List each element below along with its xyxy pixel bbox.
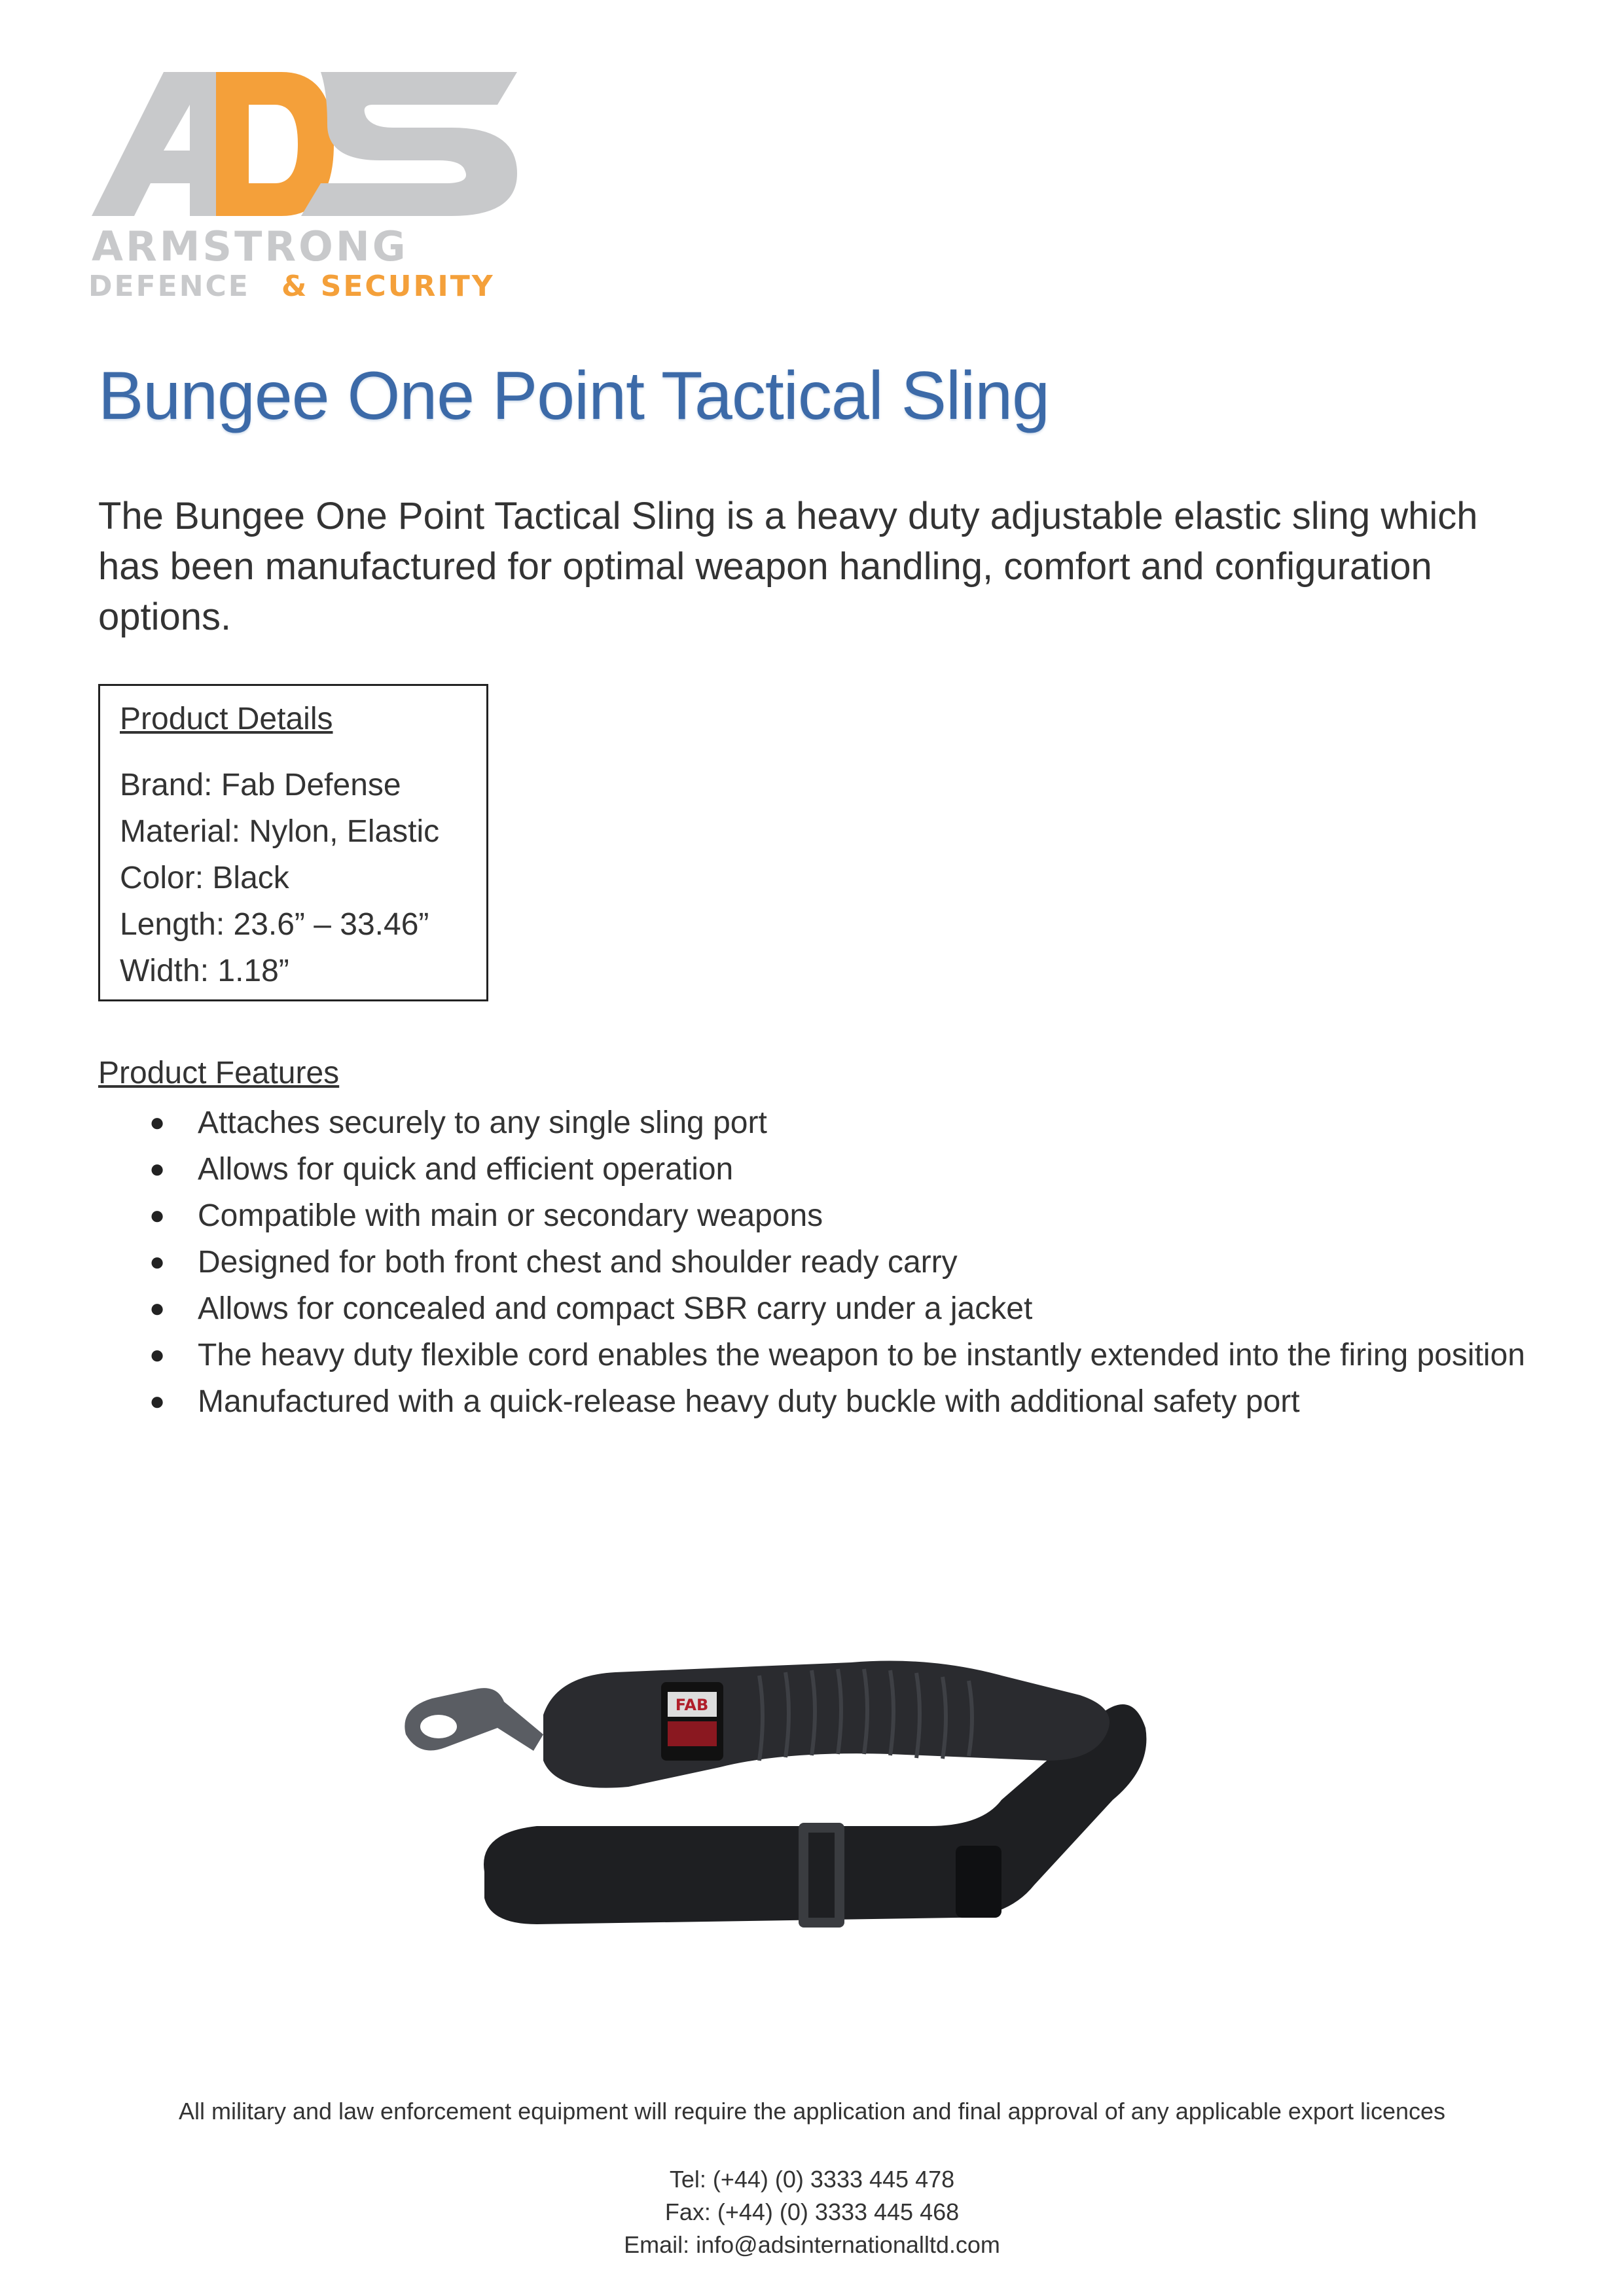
product-image-sling [393,1636,1244,1977]
contact-info [0,2163,1624,2261]
email-line[interactable]: Email: info@adsinternationalltd.com [624,2231,1000,2258]
product-features-heading: Product Features [98,1056,340,1090]
logo-line2b: & SECURITY [281,270,495,303]
spec-value: Nylon, Elastic [249,814,440,849]
spec-key: Length: [120,907,225,942]
spec-value: 23.6” – 33.46” [233,907,429,942]
bullet-icon: ● [149,1294,166,1323]
logo-line1: ARMSTRONG [92,223,408,270]
bullet-icon: ● [149,1155,166,1183]
spec-color [120,855,467,901]
intro-paragraph: The Bungee One Point Tactical Sling is a heavy duty adjustable elastic sling which has been manufactured for optimal weapon handling, comfort and configuration options. [98,495,1478,638]
feature-text: The heavy duty flexible cord enables the weapon to be instantly extended into the firing position [198,1338,1525,1372]
bullet-icon: ● [149,1340,166,1369]
features-list [98,1100,1538,1425]
bullet-icon: ● [149,1201,166,1230]
list-item [98,1332,1538,1378]
tel-line: Tel: (+44) (0) 3333 445 478 [669,2166,955,2193]
list-item [98,1193,1538,1239]
spec-width [120,948,467,994]
export-disclaimer: All military and law enforcement equipment will require the application and final approval of any applicable export licences [178,2098,1446,2125]
logo-line2a: DEFENCE [88,270,250,303]
list-item [98,1100,1538,1146]
spec-key: Color: [120,861,204,895]
spec-value: Fab Defense [221,768,401,802]
spec-key: Width: [120,954,209,988]
spec-value: 1.18” [217,954,289,988]
page-title: Bungee One Point Tactical Sling [98,358,1049,434]
bullet-icon: ● [149,1387,166,1416]
feature-text: Allows for concealed and compact SBR carry under a jacket [198,1291,1033,1326]
spec-key: Material: [120,814,241,849]
feature-text: Designed for both front chest and shoulder ready carry [198,1245,958,1280]
list-item [98,1239,1538,1285]
bullet-icon: ● [149,1108,166,1137]
feature-text: Manufactured with a quick-release heavy duty buckle with additional safety port [198,1384,1300,1419]
spec-length [120,901,467,948]
fab-patch-label: FAB [675,1696,709,1714]
list-item [98,1378,1538,1425]
spec-key: Brand: [120,768,213,802]
list-item [98,1285,1538,1332]
feature-text: Compatible with main or secondary weapons [198,1198,823,1233]
product-details-heading: Product Details [120,702,333,736]
fax-line: Fax: (+44) (0) 3333 445 468 [664,2198,960,2225]
spec-value: Black [212,861,289,895]
list-item [98,1146,1538,1193]
product-details-box [98,684,488,1001]
spec-brand [120,762,467,808]
company-logo [85,65,530,308]
feature-text: Attaches securely to any single sling port [198,1105,767,1140]
bullet-icon: ● [149,1247,166,1276]
spec-material [120,808,467,855]
feature-text: Allows for quick and efficient operation [198,1152,734,1187]
